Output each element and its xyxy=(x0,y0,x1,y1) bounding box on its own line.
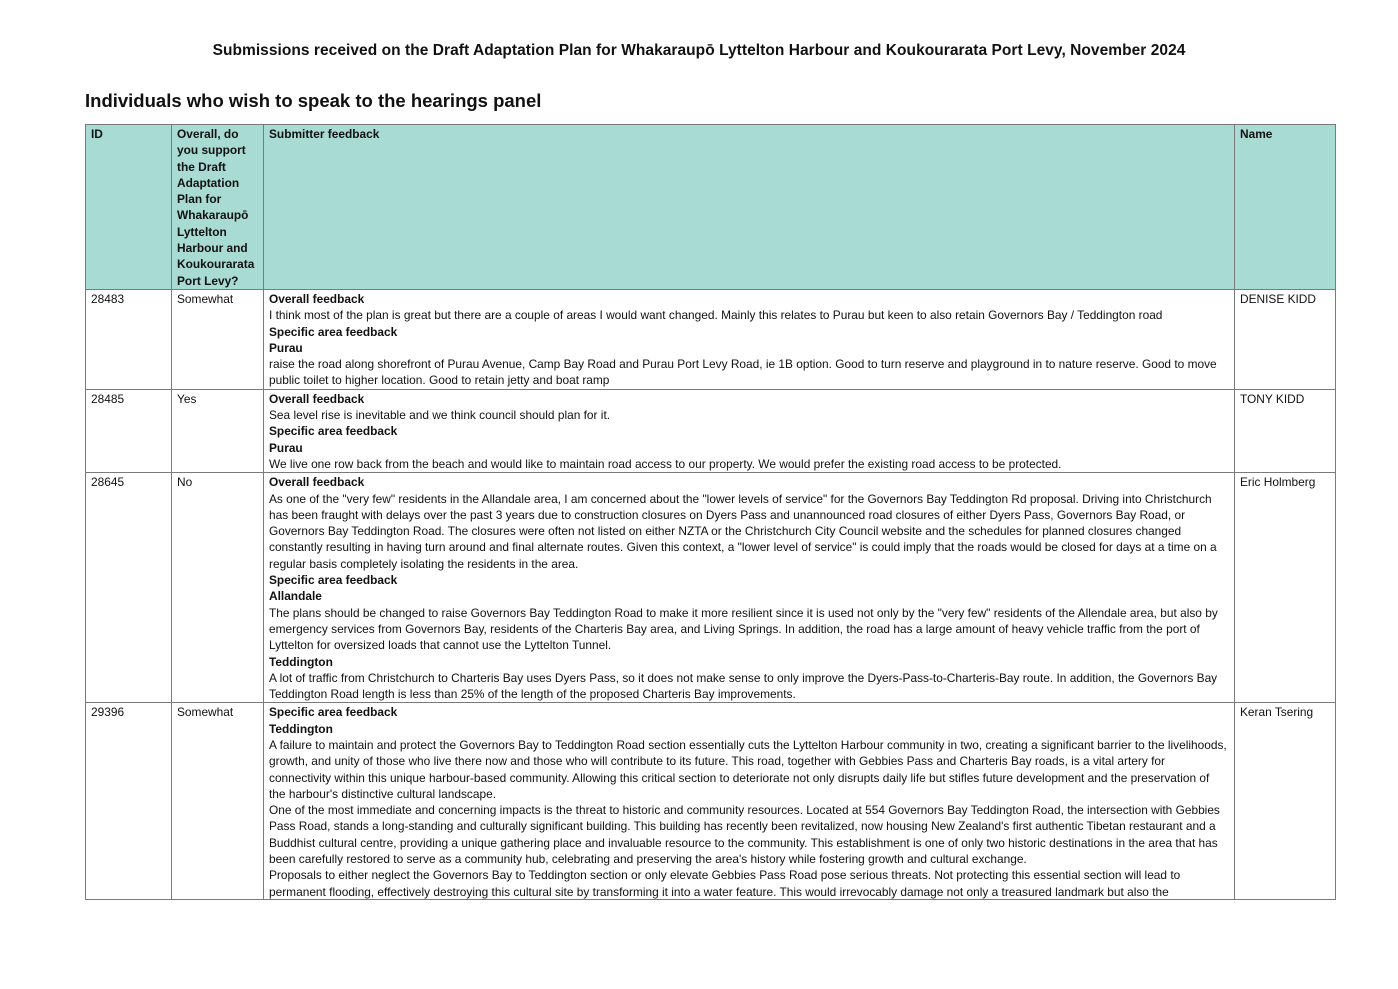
overall-feedback-heading: Overall feedback xyxy=(269,475,365,490)
overall-feedback-heading: Overall feedback xyxy=(269,291,365,306)
area-text: Proposals to either neglect the Governors Bay to Teddington section or only elevate Gebbies Pass Road pose serious threats. Not protecting this essential section will lead to permanent flooding, effectively destroying this cultural site by transforming it into a water feature. This would irrevocably damage not only a treasured landmark but also the xyxy=(269,868,1181,899)
overall-feedback-text: As one of the "very few" residents in the Allandale area, I am concerned about the "lower levels of service" for the Governors Bay Teddington Rd proposal. Driving into Christchurch has been fraught with delays over the past 3 years due to construction closures on Dyers Pass and unannounced road closures of either Dyers Pass, Governors Bay Road, or Governors Bay Teddington Road. The closures were often not listed on either NZTA or the Christchurch City Council website and the schedules for planned closures changed constantly resulting in having turn around and final alternate routes. Given this context, a "lower level of service" is could imply that the roads would be closed for days at a time on a regular basis completely isolating the residents in the area. xyxy=(269,491,1217,571)
area-text: We live one row back from the beach and would like to maintain road access to our property. We would prefer the existing road access to be protected. xyxy=(269,456,1062,471)
header-feedback: Submitter feedback xyxy=(264,125,1235,290)
cell-feedback xyxy=(264,389,1235,472)
section-heading: Individuals who wish to speak to the hearings panel xyxy=(85,90,542,111)
table-row xyxy=(86,289,1336,389)
submissions-table xyxy=(85,124,1336,900)
header-id: ID xyxy=(86,125,172,290)
area-text: A failure to maintain and protect the Governors Bay to Teddington Road section essentially cuts the Lyttelton Harbour community in two, creating a significant barrier to the livelihoods, growth, and unity of those who live there now and those who will contribute to its future. This road, together with Gebbies Pass and Charteris Bay roads, is a vital artery for connectivity within this unique harbour-based community. Allowing this critical section to deteriorate not only disrupts daily life but stifles future development and the preservation of the harbour's distinctive cultural landscape. xyxy=(269,737,1227,801)
cell-id: 28645 xyxy=(86,473,172,703)
document-title: Submissions received on the Draft Adaptation Plan for Whakaraupō Lyttelton Harbour and Koukourarata Port Levy, November 2024 xyxy=(212,42,1186,59)
cell-name: Eric Holmberg xyxy=(1235,473,1336,703)
specific-feedback-heading: Specific area feedback xyxy=(269,705,398,720)
cell-name: DENISE KIDD xyxy=(1235,289,1336,389)
feedback-clip xyxy=(269,704,1229,899)
cell-feedback xyxy=(264,289,1235,389)
overall-feedback-heading: Overall feedback xyxy=(269,391,365,406)
area-text: A lot of traffic from Christchurch to Charteris Bay uses Dyers Pass, so it does not make sense to only improve the Dyers-Pass-to-Charteris-Bay route. In addition, the Governors Bay Teddington Road length is less than 25% of the length of the proposed Charteris Bay improvements. xyxy=(269,670,1218,702)
specific-feedback-heading: Specific area feedback xyxy=(269,324,398,339)
cell-id: 28483 xyxy=(86,289,172,389)
cell-id: 29396 xyxy=(86,703,172,900)
area-text: The plans should be changed to raise Governors Bay Teddington Road to make it more resilient since it is used not only by the "very few" residents of the Allendale area, but also by emergency services from Governors Bay, residents of the Charteris Bay area, and Living Springs. In addition, the road has a large amount of heavy vehicle traffic from the port of Lyttelton for oversized loads that cannot use the Lyttelton Tunnel. xyxy=(269,605,1218,653)
cell-support: Yes xyxy=(172,389,264,472)
cell-support: No xyxy=(172,473,264,703)
header-support: Overall, do you support the Draft Adaptation Plan for Whakaraupō Lyttelton Harbour and Koukourarata Port Levy? xyxy=(172,125,264,290)
cell-support: Somewhat xyxy=(172,289,264,389)
overall-feedback-text: Sea level rise is inevitable and we think council should plan for it. xyxy=(269,408,611,423)
table-row xyxy=(86,389,1336,472)
area-text: raise the road along shorefront of Purau Avenue, Camp Bay Road and Purau Port Levy Road, ie 1B option. Good to turn reserve and playground in to nature reserve. Good to move public toilet to higher location. Good to retain jetty and boat ramp xyxy=(269,357,1217,388)
cell-name: TONY KIDD xyxy=(1235,389,1336,472)
area-title: Teddington xyxy=(269,654,333,669)
area-title: Allandale xyxy=(269,589,322,604)
area-title: Purau xyxy=(269,440,303,455)
specific-feedback-heading: Specific area feedback xyxy=(269,573,398,588)
cell-feedback xyxy=(264,703,1235,900)
cell-support: Somewhat xyxy=(172,703,264,900)
cell-feedback xyxy=(264,473,1235,703)
cell-name: Keran Tsering xyxy=(1235,703,1336,900)
overall-feedback-text: I think most of the plan is great but there are a couple of areas I would want changed. Mainly this relates to Purau but keen to also retain Governors Bay / Teddington road xyxy=(269,308,1163,323)
cell-id: 28485 xyxy=(86,389,172,472)
area-text: One of the most immediate and concerning impacts is the threat to historic and community resources. Located at 554 Governors Bay Teddington Road, the intersection with Gebbies Pass Road, stands a long-standing and culturally significant building. This building has recently been revitalized, now housing New Zealand's first authentic Tibetan restaurant and a Buddhist cultural centre, providing a unique gathering place and invaluable resource to the community. This establishment is one of only two historic destinations in the area that has been carefully restored to serve as a community hub, celebrating and preserving the area's history while fostering growth and cultural exchange. xyxy=(269,803,1220,867)
header-name: Name xyxy=(1235,125,1336,290)
area-title: Teddington xyxy=(269,721,333,736)
area-title: Purau xyxy=(269,340,303,355)
specific-feedback-heading: Specific area feedback xyxy=(269,424,398,439)
table-row xyxy=(86,703,1336,900)
table-header-row xyxy=(86,125,1336,290)
table-row xyxy=(86,473,1336,703)
